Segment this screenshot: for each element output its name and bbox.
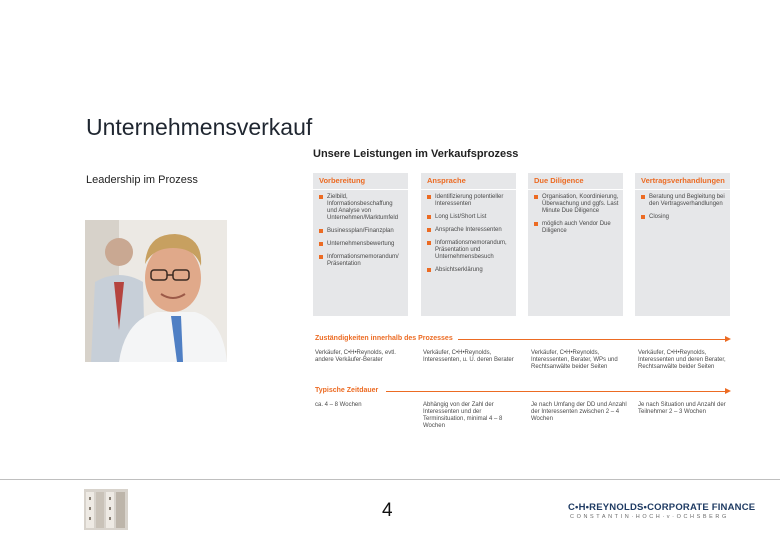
- zeitdauer-arrow-line: [386, 391, 726, 392]
- column-heading: Vertragsverhandlungen: [641, 176, 725, 185]
- process-column-due-diligence: [528, 173, 623, 316]
- column-heading: Ansprache: [427, 176, 466, 185]
- process-column-ansprache: [421, 173, 516, 316]
- list-item: Long List/Short List: [427, 214, 512, 221]
- building-thumbnail: [84, 489, 128, 530]
- zeitdauer-cell: Abhängig von der Zahl der Interessenten und der Terminsituation, minimal 4 – 8 Wochen: [423, 402, 503, 429]
- list-item: Closing: [641, 214, 726, 221]
- portrait-photo: [85, 220, 227, 362]
- list-item: Identifizierung potentieller Interessenten: [427, 194, 512, 208]
- process-column-vorbereitung: [313, 173, 408, 316]
- list-item: Beratung und Begleitung bei den Vertragsverhandlungen: [641, 194, 726, 208]
- arrow-right-icon: [725, 336, 731, 342]
- process-column-vertragsverhandlungen: [635, 173, 730, 316]
- zustaendigkeiten-arrow-line: [458, 339, 726, 340]
- zustaendigkeit-cell: Verkäufer, C•H•Reynolds, Interessenten und deren Berater, Rechtsanwälte beider Seiten: [638, 350, 726, 370]
- zustaendigkeit-cell: Verkäufer, C•H•Reynolds, evtl. andere Verkäufer-Berater: [315, 350, 396, 363]
- column-heading: Due Diligence: [534, 176, 584, 185]
- list-item: Organisation, Koordinierung, Überwachung und ggfs. Last Minute Due Diligence: [534, 194, 619, 215]
- list-item: Informationsmemorandum/ Präsentation: [319, 254, 404, 268]
- zustaendigkeit-cell: Verkäufer, C•H•Reynolds, Interessenten, Berater, WPs und Rechtsanwälte beider Seiten: [531, 350, 618, 370]
- building-illustration: [84, 489, 128, 530]
- list-item: Zielbild, Informationsbeschaffung und Analyse von Unternehmen/Marktumfeld: [319, 194, 404, 222]
- company-logo: C•H•REYNOLDS•CORPORATE FINANCE: [568, 502, 756, 513]
- company-logo-subline: CONSTANTIN·HOCH·v·OCHSBERG: [570, 514, 729, 520]
- zustaendigkeit-cell: Verkäufer, C•H•Reynolds, Interessenten, u. U. deren Berater: [423, 350, 514, 363]
- arrow-right-icon: [725, 388, 731, 394]
- list-item: möglich auch Vendor Due Diligence: [534, 221, 619, 235]
- list-item: Unternehmensbewertung: [319, 241, 404, 248]
- zeitdauer-cell: ca. 4 – 8 Wochen: [315, 402, 362, 408]
- portrait-illustration: [85, 220, 227, 362]
- list-item: Informationsmemorandum, Präsentation und Unternehmensbesuch: [427, 240, 512, 261]
- zeitdauer-cell: Je nach Situation und Anzahl der Teilnehmer 2 – 3 Wochen: [638, 402, 726, 415]
- slide-title: Unternehmensverkauf: [86, 114, 313, 140]
- list-item: Ansprache Interessenten: [427, 227, 512, 234]
- zeitdauer-label: Typische Zeitdauer: [315, 387, 379, 394]
- page-number: 4: [382, 500, 393, 521]
- slide-subtitle: Leadership im Prozess: [86, 174, 198, 186]
- list-item: Absichtserklärung: [427, 267, 512, 274]
- zustaendigkeiten-label: Zuständigkeiten innerhalb des Prozesses: [315, 335, 453, 342]
- list-item: Businessplan/Finanzplan: [319, 228, 404, 235]
- footer-divider: [0, 479, 780, 480]
- section-title: Unsere Leistungen im Verkaufsprozess: [313, 148, 519, 160]
- column-heading: Vorbereitung: [319, 176, 366, 185]
- zeitdauer-cell: Je nach Umfang der DD und Anzahl der Interessenten zwischen 2 – 4 Wochen: [531, 402, 627, 422]
